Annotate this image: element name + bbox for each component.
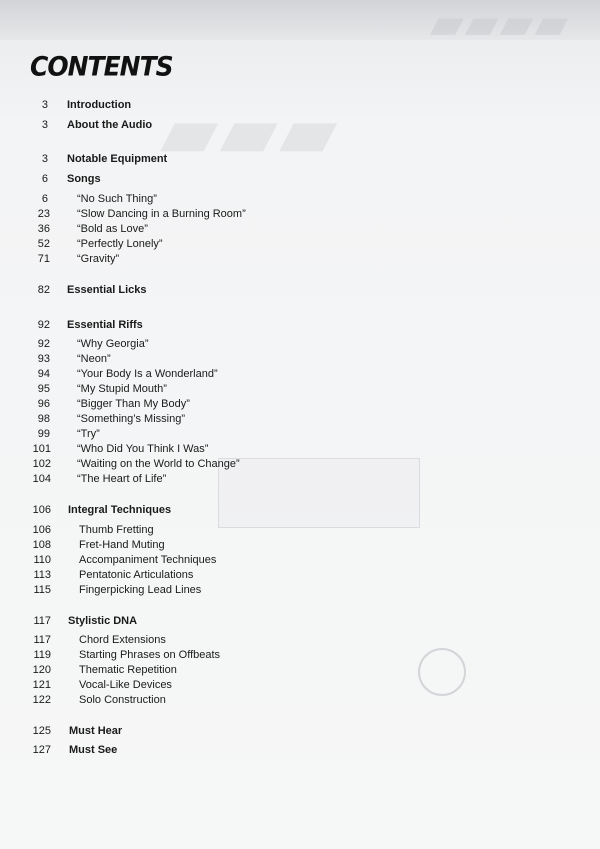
toc-page-number: 115: [33, 584, 51, 596]
toc-entry-title: Integral Techniques: [68, 504, 172, 516]
toc-page-number: 92: [37, 338, 50, 350]
toc-entry-title: Must See: [69, 744, 118, 756]
toc-page-number: 71: [37, 253, 50, 265]
toc-page-number: 104: [32, 473, 51, 485]
toc-page-number: 120: [32, 664, 51, 676]
toc-entry-title: Thumb Fretting: [79, 524, 154, 536]
toc-page-number: 95: [37, 383, 50, 395]
toc-entry-title: Notable Equipment: [67, 153, 168, 165]
toc-page-number: 127: [32, 744, 51, 756]
toc-page-number: 110: [33, 554, 51, 566]
toc-entry-title: Chord Extensions: [79, 634, 166, 646]
toc-entry-title: Fingerpicking Lead Lines: [79, 584, 202, 596]
toc-entry-title: “Try”: [77, 428, 100, 440]
toc-page-number: 98: [37, 413, 50, 425]
toc-entry-title: “Why Georgia”: [77, 338, 149, 350]
toc-page-number: 23: [37, 208, 50, 220]
toc-page-number: 106: [32, 524, 51, 536]
toc-entry-title: Vocal-Like Devices: [79, 679, 172, 691]
background-watermark: [418, 648, 466, 696]
toc-page-number: 106: [32, 504, 51, 516]
toc-entry-title: Must Hear: [69, 725, 123, 737]
toc-page-number: 92: [37, 319, 50, 331]
toc-entry-title: Essential Licks: [67, 284, 147, 296]
background-watermark: ▰▰▰: [160, 86, 339, 175]
toc-entry-title: “The Heart of Life”: [77, 473, 167, 485]
background-watermark: [218, 458, 420, 528]
toc-page-number: 108: [32, 539, 51, 551]
toc-page-number: 36: [37, 223, 50, 235]
toc-page-number: 119: [33, 649, 51, 661]
toc-page-number: 94: [37, 368, 50, 380]
toc-page-number: 3: [41, 99, 48, 111]
toc-page-number: 102: [32, 458, 51, 470]
toc-entry-title: Accompaniment Techniques: [79, 554, 217, 566]
toc-page-number: 101: [32, 443, 51, 455]
toc-page-number: 3: [41, 153, 48, 165]
toc-page-number: 117: [33, 615, 51, 627]
toc-entry-title: Stylistic DNA: [68, 615, 138, 627]
toc-entry-title: “Something’s Missing”: [77, 413, 186, 425]
toc-entry-title: Solo Construction: [79, 694, 166, 706]
toc-entry-title: “Slow Dancing in a Burning Room”: [77, 208, 246, 220]
toc-entry-title: “Perfectly Lonely”: [77, 238, 163, 250]
background-watermark: ▰▰▰▰: [430, 0, 570, 49]
toc-entry-title: “Gravity”: [77, 253, 120, 265]
toc-entry-title: “Who Did You Think I Was”: [77, 443, 209, 455]
toc-entry-title: “No Such Thing”: [77, 193, 157, 205]
toc-page-number: 3: [41, 119, 48, 131]
toc-page-number: 6: [41, 193, 48, 205]
toc-entry-title: Fret-Hand Muting: [79, 539, 165, 551]
toc-entry-title: “Bigger Than My Body”: [77, 398, 190, 410]
toc-page-number: 96: [37, 398, 50, 410]
toc-page-number: 93: [37, 353, 50, 365]
toc-page-number: 6: [41, 173, 48, 185]
toc-page-number: 113: [33, 569, 51, 581]
toc-entry-title: “Waiting on the World to Change”: [77, 458, 240, 470]
toc-entry-title: Essential Riffs: [67, 319, 143, 331]
toc-entry-title: Starting Phrases on Offbeats: [79, 649, 221, 661]
toc-page-number: 99: [37, 428, 50, 440]
toc-entry-title: Pentatonic Articulations: [79, 569, 194, 581]
toc-entry-title: Songs: [67, 173, 101, 185]
toc-page-number: 82: [37, 284, 50, 296]
toc-entry-title: About the Audio: [67, 119, 153, 131]
toc-entry-title: Thematic Repetition: [79, 664, 177, 676]
page-title: CONTENTS: [30, 50, 173, 83]
toc-page-number: 121: [32, 679, 51, 691]
toc-page-number: 52: [37, 238, 50, 250]
toc-entry-title: “Neon”: [77, 353, 111, 365]
toc-entry-title: “Bold as Love”: [77, 223, 148, 235]
toc-page-number: 117: [33, 634, 51, 646]
toc-page-number: 122: [32, 694, 51, 706]
toc-page-number: 125: [32, 725, 51, 737]
toc-entry-title: “Your Body Is a Wonderland”: [77, 368, 218, 380]
toc-entry-title: Introduction: [67, 99, 132, 111]
toc-entry-title: “My Stupid Mouth”: [77, 383, 167, 395]
